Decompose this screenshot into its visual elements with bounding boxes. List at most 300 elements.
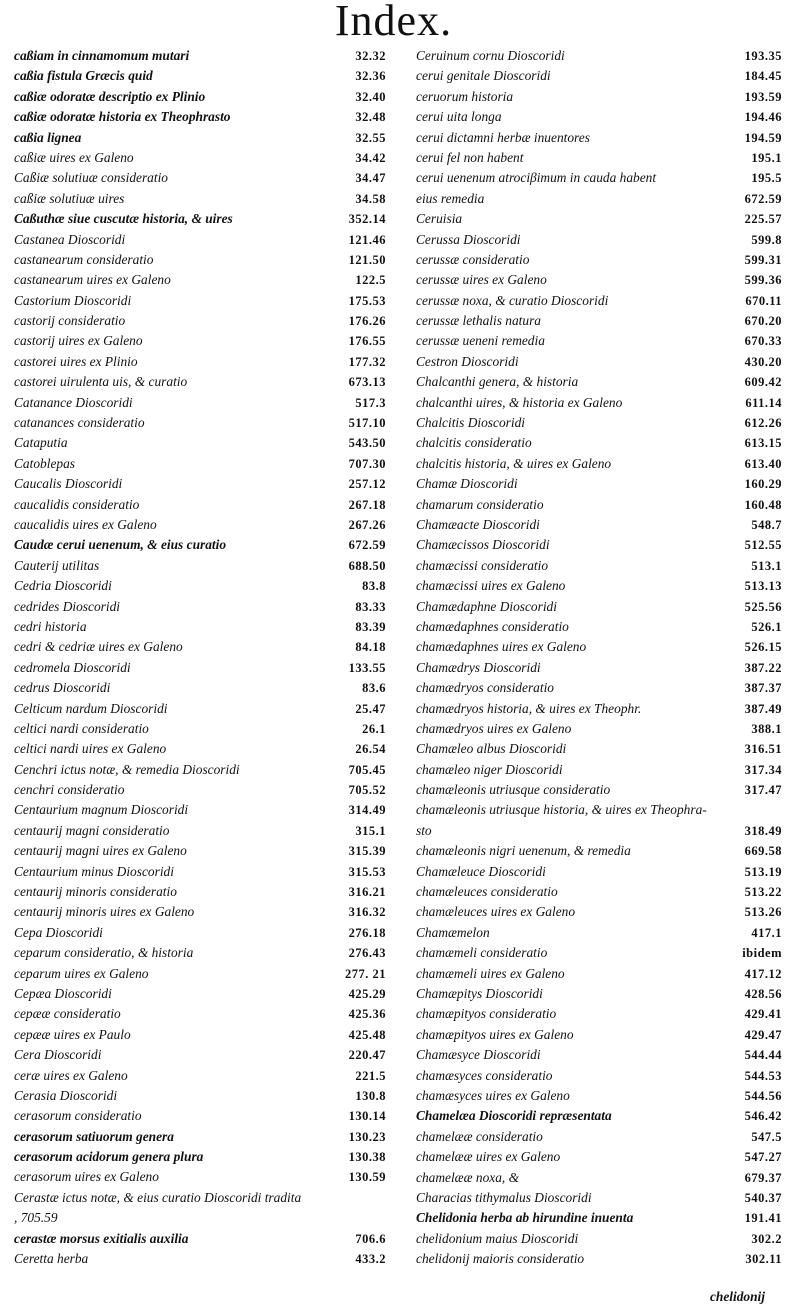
index-entry-page: 417.12: [744, 966, 782, 981]
index-entry-term: cedri historia: [14, 618, 87, 634]
index-entry: [14, 352, 386, 372]
index-entry-term: Cerastæ ictus notæ, & eius curatio Dioscoridi tradita , 705.59: [14, 1189, 302, 1226]
index-entry-page: 277. 21: [345, 966, 386, 981]
index-entry-term: Cepæa Dioscoridi: [14, 985, 112, 1001]
index-entry-term: cerui fel non habent: [416, 149, 524, 165]
index-entry-term: chamæcissi consideratio: [416, 557, 549, 573]
index-entry: [416, 1147, 782, 1167]
index-entry: [416, 107, 782, 127]
index-entry-term: chamædaphnes uires ex Galeno: [416, 639, 587, 655]
index-entry-page: 318.49: [744, 823, 782, 838]
index-entry: [14, 454, 386, 474]
index-entry: [416, 352, 782, 372]
index-entry-term: chalcitis historia, & uires ex Galeno: [416, 455, 612, 471]
index-entry-term: Caudæ cerui uenenum, & eius curatio: [14, 537, 227, 553]
index-entry-term: cerussæ noxa, & curatio Dioscoridi: [416, 292, 609, 308]
index-entry-term: Cepa Dioscoridi: [14, 924, 103, 940]
index-entry-page: 673.13: [348, 375, 386, 390]
index-entry-term: cerasorum satiuorum genera: [14, 1128, 174, 1144]
index-entry: [416, 902, 782, 922]
index-entry-term: Chamæleo albus Dioscoridi: [416, 741, 567, 757]
index-entry-term: chamæleonis utriusque historia, & uires ex Theophra- sto: [416, 802, 707, 838]
index-entry-term: cerussæ lethalis natura: [416, 313, 541, 329]
index-entry-page: 193.59: [744, 89, 782, 104]
index-entry-term: Cerasia Dioscoridi: [14, 1087, 118, 1103]
index-entry-term: chamæpityos uires ex Galeno: [416, 1026, 574, 1042]
index-entry-page: 83.8: [362, 579, 386, 594]
index-entry: [416, 1168, 782, 1188]
index-entry: [416, 923, 782, 943]
index-entry: [416, 1025, 782, 1045]
index-entry: [14, 1229, 386, 1249]
index-entry-page: 315.53: [348, 864, 386, 879]
index-entry: [14, 128, 386, 148]
index-entry-page: 612.26: [744, 416, 782, 431]
index-entry: [14, 1127, 386, 1147]
index-entry: [14, 964, 386, 984]
index-entry: [14, 1086, 386, 1106]
index-entry-term: catanances consideratio: [14, 415, 145, 431]
index-entry-term: chamæleuces uires ex Galeno: [416, 904, 576, 920]
index-entry-page: 688.50: [348, 558, 386, 573]
index-entry-page: 257.12: [348, 477, 386, 492]
index-entry-term: Chamæpitys Dioscoridi: [416, 985, 543, 1001]
index-entry: [416, 617, 782, 637]
index-entry-page: 672.59: [348, 538, 386, 553]
index-entry: [416, 1086, 782, 1106]
index-entry-term: cerastæ morsus exitialis auxilia: [14, 1230, 189, 1246]
index-entry-term: caßia fistula Græcis quid: [14, 68, 153, 84]
index-entry: [416, 230, 782, 250]
index-entry-term: Cauterij utilitas: [14, 557, 100, 573]
index-entry-page: 184.45: [744, 69, 782, 84]
index-entry: [416, 1188, 782, 1208]
index-entry: [416, 1229, 782, 1249]
index-entry: [14, 556, 386, 576]
index-entry-page: 83.6: [362, 681, 386, 696]
index-entry-page: 679.37: [744, 1170, 782, 1185]
index-entry-term: Cataputia: [14, 435, 68, 451]
index-entry-term: Caucalis Dioscoridi: [14, 476, 123, 492]
index-entry-page: 195.5: [751, 171, 782, 186]
index-entry-page: 613.40: [744, 456, 782, 471]
index-entry: [416, 637, 782, 657]
index-entry: [416, 943, 782, 963]
index-entry-term: Chamædaphne Dioscoridi: [416, 598, 557, 614]
index-entry-page: 191.41: [744, 1211, 782, 1226]
index-entry-term: chamæleuces consideratio: [416, 884, 558, 900]
index-entry: [416, 535, 782, 555]
index-entry-page: 525.56: [744, 599, 782, 614]
index-entry-page: 122.5: [355, 273, 386, 288]
index-entry-page: 517.10: [348, 416, 386, 431]
index-entry: [416, 1249, 782, 1269]
index-entry: [416, 291, 782, 311]
index-entry-term: celtici nardi consideratio: [14, 720, 149, 736]
index-entry: [416, 413, 782, 433]
index-entry-page: 315.39: [348, 844, 386, 859]
index-entry-term: Chamædrys Dioscoridi: [416, 659, 541, 675]
index-entry-page: 314.49: [348, 803, 386, 818]
index-entry-page: 429.47: [744, 1027, 782, 1042]
index-entry: [14, 617, 386, 637]
index-entry-page: 25.47: [355, 701, 386, 716]
index-entry-term: chamæsyces consideratio: [416, 1067, 553, 1083]
index-entry: [14, 87, 386, 107]
index-entry-page: 672.59: [744, 191, 782, 206]
index-entry-term: Cestron Dioscoridi: [416, 353, 519, 369]
index-entry: [14, 902, 386, 922]
index-entry-page: 513.22: [744, 885, 782, 900]
index-entry-term: Chamelæa Dioscoridi repræsentata: [416, 1108, 612, 1124]
index-entry-page: 513.26: [744, 905, 782, 920]
index-entry-term: cedromela Dioscoridi: [14, 659, 131, 675]
index-entry-term: chamæmeli uires ex Galeno: [416, 965, 565, 981]
index-entry: [416, 576, 782, 596]
index-entry-page: 276.43: [348, 946, 386, 961]
index-entry-term: cepææ uires ex Paulo: [14, 1026, 131, 1042]
index-entry: [416, 270, 782, 290]
index-entry-term: ceruorum historia: [416, 88, 514, 104]
index-entry: [14, 739, 386, 759]
index-entry-page: 429.41: [744, 1007, 782, 1022]
index-entry-page: 302.2: [751, 1231, 782, 1246]
index-entry-term: chelidonium maius Dioscoridi: [416, 1230, 579, 1246]
index-entry: [416, 1066, 782, 1086]
index-entry: [416, 984, 782, 1004]
index-entry-page: 83.39: [355, 619, 386, 634]
index-entry-page: ibidem: [742, 946, 782, 961]
index-entry: [416, 495, 782, 515]
index-entry-term: caßiæ solutiuæ uires: [14, 190, 125, 206]
index-entry-term: Chalcitis Dioscoridi: [416, 415, 525, 431]
index-entry-term: chamædryos consideratio: [416, 680, 554, 696]
index-entry-page: 707.30: [348, 456, 386, 471]
index-entry-page: 317.47: [744, 783, 782, 798]
index-entry: [14, 1167, 386, 1187]
index-entry-term: chamæmeli consideratio: [416, 945, 548, 961]
index-entry: [14, 250, 386, 270]
index-entry-page: 316.51: [744, 742, 782, 757]
index-entry: [416, 1045, 782, 1065]
index-entry: [14, 882, 386, 902]
index-entry-page: 670.11: [745, 293, 782, 308]
index-entry-page: 302.11: [745, 1252, 782, 1267]
index-entry-page: 83.33: [355, 599, 386, 614]
index-entry-term: castanearum consideratio: [14, 251, 154, 267]
index-entry: [14, 576, 386, 596]
index-entry: [416, 168, 782, 188]
index-entry: [14, 148, 386, 168]
index-entry-term: Chamæacte Dioscoridi: [416, 516, 540, 532]
index-entry-page: 544.44: [744, 1048, 782, 1063]
index-entry-page: 706.6: [355, 1231, 386, 1246]
page-title: Index.: [334, 0, 453, 45]
index-entry: [416, 87, 782, 107]
index-entry-term: ceparum uires ex Galeno: [14, 965, 149, 981]
index-entry-term: chamarum consideratio: [416, 496, 544, 512]
index-entry: [416, 882, 782, 902]
index-entry-page: 546.42: [744, 1109, 782, 1124]
index-entry: [14, 943, 386, 963]
index-entry-term: Ceretta herba: [14, 1251, 89, 1267]
index-entry-term: Castorium Dioscoridi: [14, 292, 132, 308]
index-entry: [14, 862, 386, 882]
index-entry-page: 669.58: [744, 844, 782, 859]
index-entry-page: 176.26: [348, 314, 386, 329]
index-entry-term: Centaurium magnum Dioscoridi: [14, 802, 189, 818]
index-entry-term: Ceruinum cornu Dioscoridi: [416, 48, 565, 63]
index-entry-term: cerui dictamni herbæ inuentores: [416, 129, 590, 145]
index-entry: [14, 1147, 386, 1167]
index-entry-term: cedri & cedriæ uires ex Galeno: [14, 639, 183, 655]
index-entry-term: chamæsyces uires ex Galeno: [416, 1087, 570, 1103]
index-entry-page: 130.59: [348, 1170, 386, 1185]
index-entry: [14, 658, 386, 678]
index-entry-term: Chamæsyce Dioscoridi: [416, 1047, 541, 1063]
index-entry-page: 225.57: [744, 212, 782, 227]
index-entry: [416, 658, 782, 678]
index-entry-page: 316.21: [348, 885, 386, 900]
index-entry-term: cerasorum consideratio: [14, 1108, 142, 1124]
index-entry-term: Chamæmelon: [416, 924, 490, 940]
index-entry-term: caucalidis uires ex Galeno: [14, 516, 157, 532]
index-entry: [416, 964, 782, 984]
index-entry-page: 221.5: [355, 1068, 386, 1083]
index-entry-page: 121.50: [348, 252, 386, 267]
index-entry-page: 705.52: [348, 783, 386, 798]
index-entry-page: 177.32: [348, 354, 386, 369]
index-entry-page: 220.47: [348, 1048, 386, 1063]
index-entry-page: 32.40: [355, 89, 386, 104]
index-entry: [416, 841, 782, 861]
index-entry-page: 526.15: [744, 640, 782, 655]
index-entry: [14, 393, 386, 413]
index-entry: [14, 699, 386, 719]
index-entry: [416, 46, 782, 66]
index-entry: [416, 719, 782, 739]
index-entry-page: 543.50: [348, 436, 386, 451]
index-entry: [14, 1188, 386, 1229]
index-entry-page: 130.38: [348, 1150, 386, 1165]
index-entry-term: castanearum uires ex Galeno: [14, 272, 171, 288]
index-entry: [14, 413, 386, 433]
index-entry-term: chamæleo niger Dioscoridi: [416, 761, 563, 777]
index-entry-term: Chelidonia herba ab hirundine inuenta: [416, 1210, 634, 1226]
index-entry: [416, 515, 782, 535]
index-entry-page: 611.14: [745, 395, 782, 410]
index-entry-page: 195.1: [751, 150, 782, 165]
index-entry-term: cerasorum acidorum genera plura: [14, 1149, 204, 1165]
index-entry-term: Cerussa Dioscoridi: [416, 231, 521, 247]
index-entry: [416, 1127, 782, 1147]
index-entry: [14, 535, 386, 555]
index-entry-page: 599.36: [744, 273, 782, 288]
index-entry-page: 133.55: [348, 660, 386, 675]
index-entry: [14, 474, 386, 494]
index-entry-term: Ceruisia: [416, 211, 463, 227]
index-entry-page: 267.26: [348, 517, 386, 532]
index-entry-page: 428.56: [744, 986, 782, 1001]
index-entry-page: 194.59: [744, 130, 782, 145]
index-entry-term: centaurij magni consideratio: [14, 822, 170, 838]
index-entry-page: 130.8: [355, 1088, 386, 1103]
index-entry-page: 121.46: [348, 232, 386, 247]
index-entry-term: cepææ consideratio: [14, 1006, 121, 1022]
index-entry-page: 352.14: [348, 212, 386, 227]
index-entry: [416, 760, 782, 780]
index-entry-term: caucalidis consideratio: [14, 496, 140, 512]
index-entry-term: cedrus Dioscoridi: [14, 680, 111, 696]
index-entry-page: 32.32: [355, 49, 386, 63]
index-entry-page: 267.18: [348, 497, 386, 512]
index-entry-term: centaurij minoris uires ex Galeno: [14, 904, 195, 920]
index-entry: [14, 311, 386, 331]
index-entry: [416, 800, 782, 841]
index-entry-term: caßiæ uires ex Galeno: [14, 149, 134, 165]
index-entry-term: cerasorum uires ex Galeno: [14, 1169, 159, 1185]
index-entry-term: Chamæ Dioscoridi: [416, 476, 518, 492]
index-entry-page: 26.1: [362, 721, 386, 736]
index-entry: [416, 128, 782, 148]
index-entry-page: 425.36: [348, 1007, 386, 1022]
index-entry-term: celtici nardi uires ex Galeno: [14, 741, 167, 757]
index-entry: [14, 230, 386, 250]
index-entry-term: Celticum nardum Dioscoridi: [14, 700, 168, 716]
index-entry: [416, 739, 782, 759]
index-entry-term: ceparum consideratio, & historia: [14, 945, 194, 961]
index-entry: [14, 1066, 386, 1086]
index-entry-page: 194.46: [744, 110, 782, 125]
index-entry-page: 599.8: [751, 232, 782, 247]
index-entry: [14, 168, 386, 188]
index-entry-page: 130.23: [348, 1129, 386, 1144]
index-entry: [14, 1045, 386, 1065]
index-entry: [14, 331, 386, 351]
index-entry-page: 544.56: [744, 1088, 782, 1103]
index-entry-page: 613.15: [744, 436, 782, 451]
index-entry-term: Caßuthæ siue cuscutæ historia, & uires: [14, 211, 233, 227]
index-entry-term: castorei uires ex Plinio: [14, 353, 138, 369]
index-entry: [416, 331, 782, 351]
index-entry: [14, 107, 386, 127]
index-entry: [14, 433, 386, 453]
index-entry-page: 276.18: [348, 925, 386, 940]
index-entry-page: 193.35: [744, 49, 782, 63]
index-entry-page: 670.20: [744, 314, 782, 329]
index-entry: [14, 372, 386, 392]
index-entry-page: 548.7: [751, 517, 782, 532]
index-entry-term: cedrides Dioscoridi: [14, 598, 120, 614]
index-entry: [14, 984, 386, 1004]
index-entry: [14, 923, 386, 943]
index-entry-page: 425.48: [348, 1027, 386, 1042]
index-entry: [416, 393, 782, 413]
index-entry-page: 544.53: [744, 1068, 782, 1083]
index-entry: [14, 637, 386, 657]
index-entry-page: 34.47: [355, 171, 386, 186]
index-entry-term: caßia lignea: [14, 129, 82, 145]
index-entry: [14, 495, 386, 515]
index-entry-term: chamelææ uires ex Galeno: [416, 1149, 561, 1165]
index-entry-page: 84.18: [355, 640, 386, 655]
index-entry-term: chamæleonis nigri uenenum, & remedia: [416, 843, 631, 859]
index-entry-term: cerui genitale Dioscoridi: [416, 68, 551, 84]
index-entry-term: castorij consideratio: [14, 313, 126, 329]
index-entry-page: 26.54: [355, 742, 386, 757]
index-entry-term: castorei uirulenta uis, & curatio: [14, 374, 188, 390]
index-entry-term: cerui uenenum atrociβimum in cauda habent: [416, 170, 657, 186]
index-entry-page: 513.13: [744, 579, 782, 594]
index-entry-term: caßiæ odoratæ historia ex Theophrasto: [14, 109, 231, 125]
index-entry-page: 387.37: [744, 681, 782, 696]
index-entry-page: 32.55: [355, 130, 386, 145]
index-entry: [14, 66, 386, 86]
index-entry-term: cerussæ consideratio: [416, 251, 530, 267]
index-entry: [416, 454, 782, 474]
index-entry: [14, 800, 386, 820]
index-entry: [14, 1025, 386, 1045]
index-entry-page: 512.55: [744, 538, 782, 553]
index-entry-term: chamelææ noxa, &: [416, 1169, 520, 1185]
index-entry-page: 315.1: [355, 823, 386, 838]
index-entry-page: 34.42: [355, 150, 386, 165]
index-entry: [14, 270, 386, 290]
index-entry-term: chamæpityos consideratio: [416, 1006, 557, 1022]
index-entry-term: Castanea Dioscoridi: [14, 231, 126, 247]
index-entry-term: caßiæ odoratæ descriptio ex Plinio: [14, 88, 206, 104]
index-entry: [14, 209, 386, 229]
index-entry: [416, 474, 782, 494]
index-entry: [14, 1249, 386, 1269]
index-entry-page: 547.27: [744, 1150, 782, 1165]
index-entry-term: chamædryos uires ex Galeno: [416, 720, 572, 736]
index-entry: [416, 66, 782, 86]
index-entry-page: 160.29: [744, 477, 782, 492]
index-entry: [416, 372, 782, 392]
index-entry-term: castorij uires ex Galeno: [14, 333, 143, 349]
index-entry-page: 599.31: [744, 252, 782, 267]
index-entry-term: cenchri consideratio: [14, 782, 125, 798]
index-entry: [14, 1106, 386, 1126]
index-column-right: [416, 46, 782, 1269]
index-entry-page: 32.48: [355, 110, 386, 125]
index-entry-term: chamædryos historia, & uires ex Theophr.: [416, 700, 642, 716]
index-entry-page: 175.53: [348, 293, 386, 308]
index-entry-page: 547.5: [751, 1129, 782, 1144]
index-entry: [416, 678, 782, 698]
index-entry-page: 176.55: [348, 334, 386, 349]
index-entry-term: eius remedia: [416, 190, 485, 206]
index-entry-term: Catoblepas: [14, 455, 76, 471]
index-entry-page: 388.1: [751, 721, 782, 736]
index-entry: [14, 841, 386, 861]
index-entry-term: chamelææ consideratio: [416, 1128, 543, 1144]
index-entry: [416, 1106, 782, 1126]
index-entry: [416, 433, 782, 453]
index-entry: [416, 699, 782, 719]
index-entry-page: 130.14: [348, 1109, 386, 1124]
index-entry-term: chamæleonis utriusque consideratio: [416, 782, 611, 798]
index-entry: [14, 46, 386, 66]
index-entry: [416, 148, 782, 168]
index-entry-term: caßiam in cinnamomum mutari: [14, 48, 190, 63]
index-entry-term: Cedria Dioscoridi: [14, 578, 112, 594]
index-entry-term: Characias tithymalus Dioscoridi: [416, 1189, 592, 1205]
index-entry-term: chelidonij maioris consideratio: [416, 1251, 585, 1267]
index-entry-term: centaurij minoris consideratio: [14, 884, 177, 900]
catchword: chelidonij: [709, 1289, 765, 1304]
